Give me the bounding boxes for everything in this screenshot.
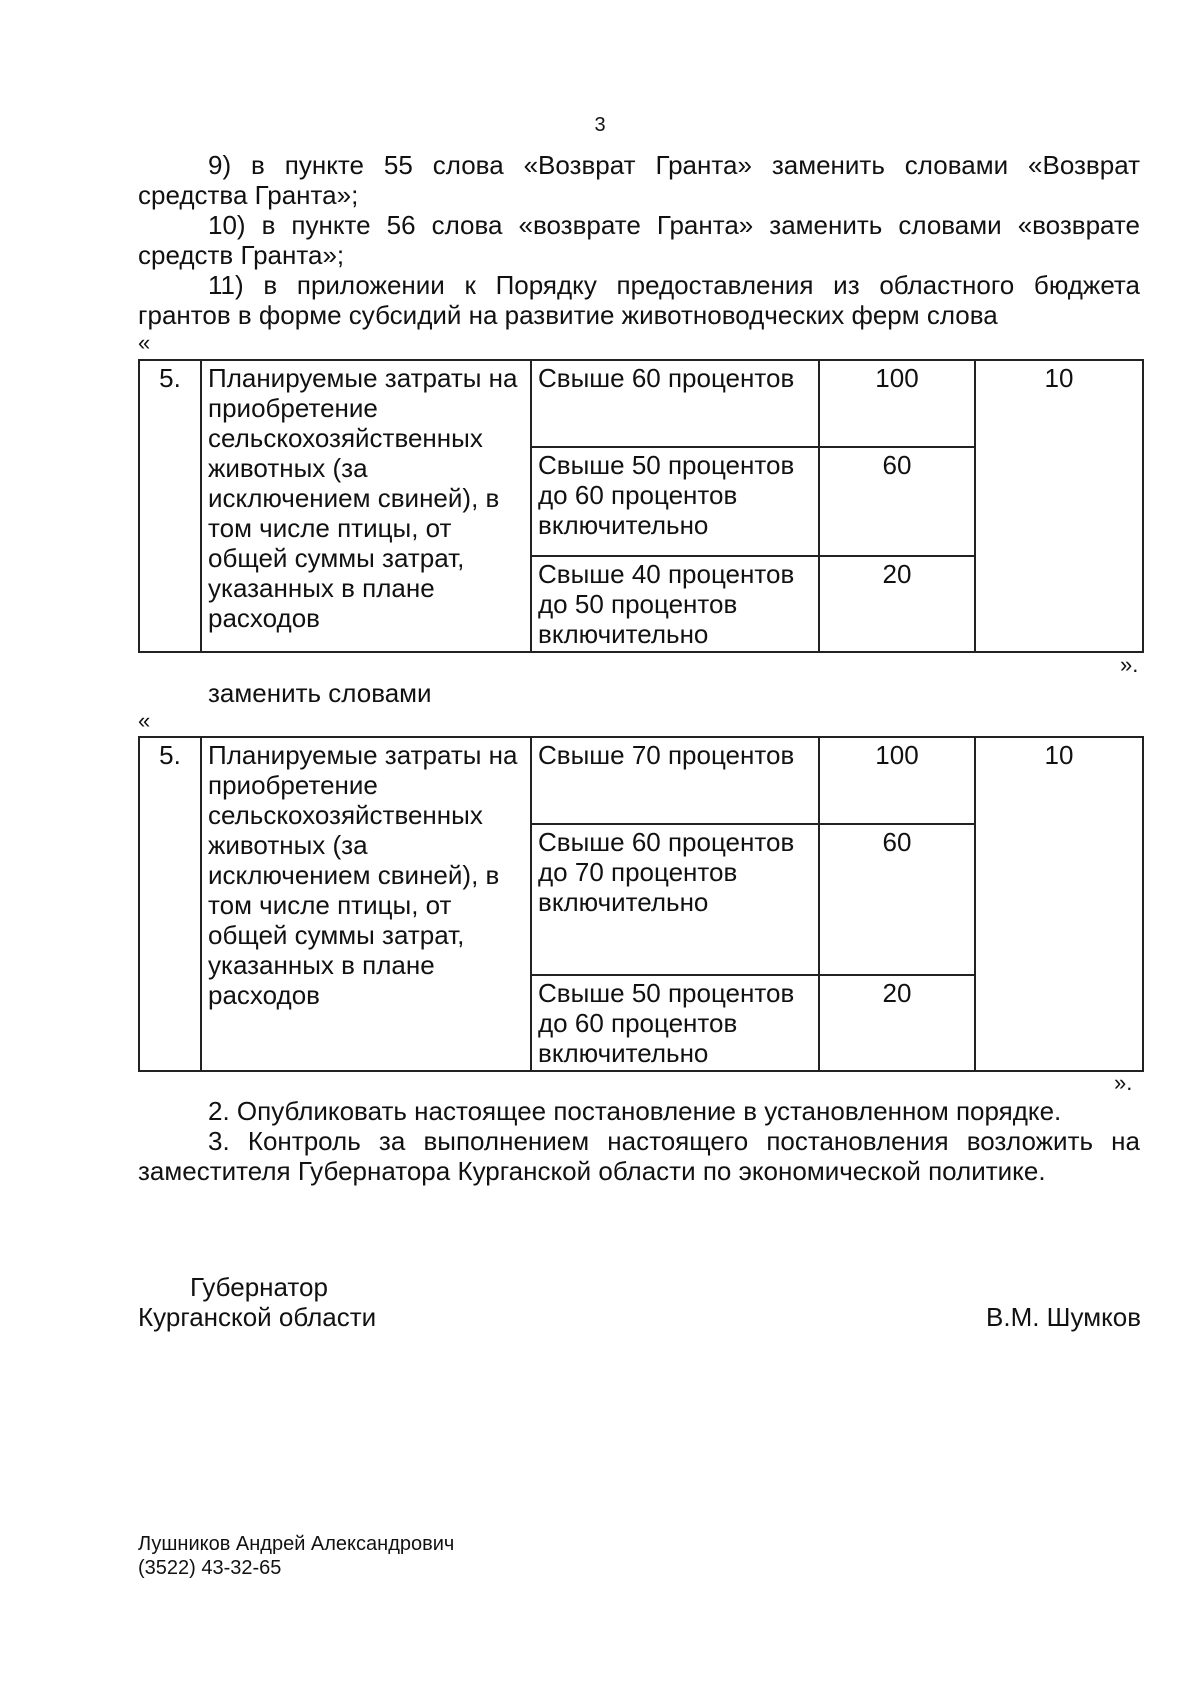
close-quote-1: ». — [1120, 652, 1139, 677]
criteria-table-new — [138, 736, 1144, 1072]
contact-phone: (3522) 43-32-65 — [138, 1557, 282, 1579]
range-cell: Свыше 70 процентов — [531, 737, 819, 824]
clause-2: 2. Опубликовать настоящее постановление в установленном порядке. — [208, 1096, 1062, 1126]
table-row — [139, 737, 1143, 824]
range-cell: Свыше 60 процентов — [531, 360, 819, 447]
contact-name: Лушников Андрей Александрович — [138, 1533, 455, 1555]
criterion-number: 5. — [139, 737, 201, 1071]
criteria-table-old — [138, 359, 1144, 653]
signatory-title-line1: Губернатор — [190, 1272, 328, 1302]
criterion-description: Планируемые затраты на приобретение сельскохозяйственных животных (за исключением свиней), в том числе птицы, от общей суммы затрат, указанных в плане расходов — [201, 360, 531, 652]
criterion-description: Планируемые затраты на приобретение сельскохозяйственных животных (за исключением свиней), в том числе птицы, от общей суммы затрат, указанных в плане расходов — [201, 737, 531, 1071]
open-quote-2: « — [138, 708, 151, 733]
criterion-number: 5. — [139, 360, 201, 652]
range-cell: Свыше 50 процентов до 60 процентов включительно — [531, 447, 819, 556]
points-cell: 100 — [819, 737, 975, 824]
points-cell: 100 — [819, 360, 975, 447]
points-cell: 20 — [819, 556, 975, 652]
clause-3: 3. Контроль за выполнением настоящего постановления возложить на заместителя Губернатора Курганской области по экономической политике. — [138, 1126, 1140, 1186]
signatory-name: В.М. Шумков — [986, 1302, 1142, 1332]
close-quote-2: ». — [1114, 1070, 1133, 1095]
open-quote-1: « — [138, 330, 151, 355]
range-cell: Свыше 60 процентов до 70 процентов включительно — [531, 824, 819, 975]
weight-cell: 10 — [975, 737, 1143, 1071]
page-number: 3 — [594, 114, 606, 136]
table-row — [139, 360, 1143, 447]
points-cell: 60 — [819, 824, 975, 975]
weight-cell: 10 — [975, 360, 1143, 652]
points-cell: 60 — [819, 447, 975, 556]
item-9: 9) в пункте 55 слова «Возврат Гранта» заменить словами «Возврат средства Гранта»; — [138, 150, 1140, 210]
replace-words: заменить словами — [208, 678, 432, 708]
signatory-title-line2: Курганской области — [138, 1302, 377, 1332]
range-cell: Свыше 40 процентов до 50 процентов включительно — [531, 556, 819, 652]
points-cell: 20 — [819, 975, 975, 1071]
item-10: 10) в пункте 56 слова «возврате Гранта» заменить словами «возврате средств Гранта»; — [138, 210, 1140, 270]
item-11: 11) в приложении к Порядку предоставления из областного бюджета грантов в форме субсидий на развитие животноводческих ферм слова — [138, 270, 1140, 330]
range-cell: Свыше 50 процентов до 60 процентов включительно — [531, 975, 819, 1071]
